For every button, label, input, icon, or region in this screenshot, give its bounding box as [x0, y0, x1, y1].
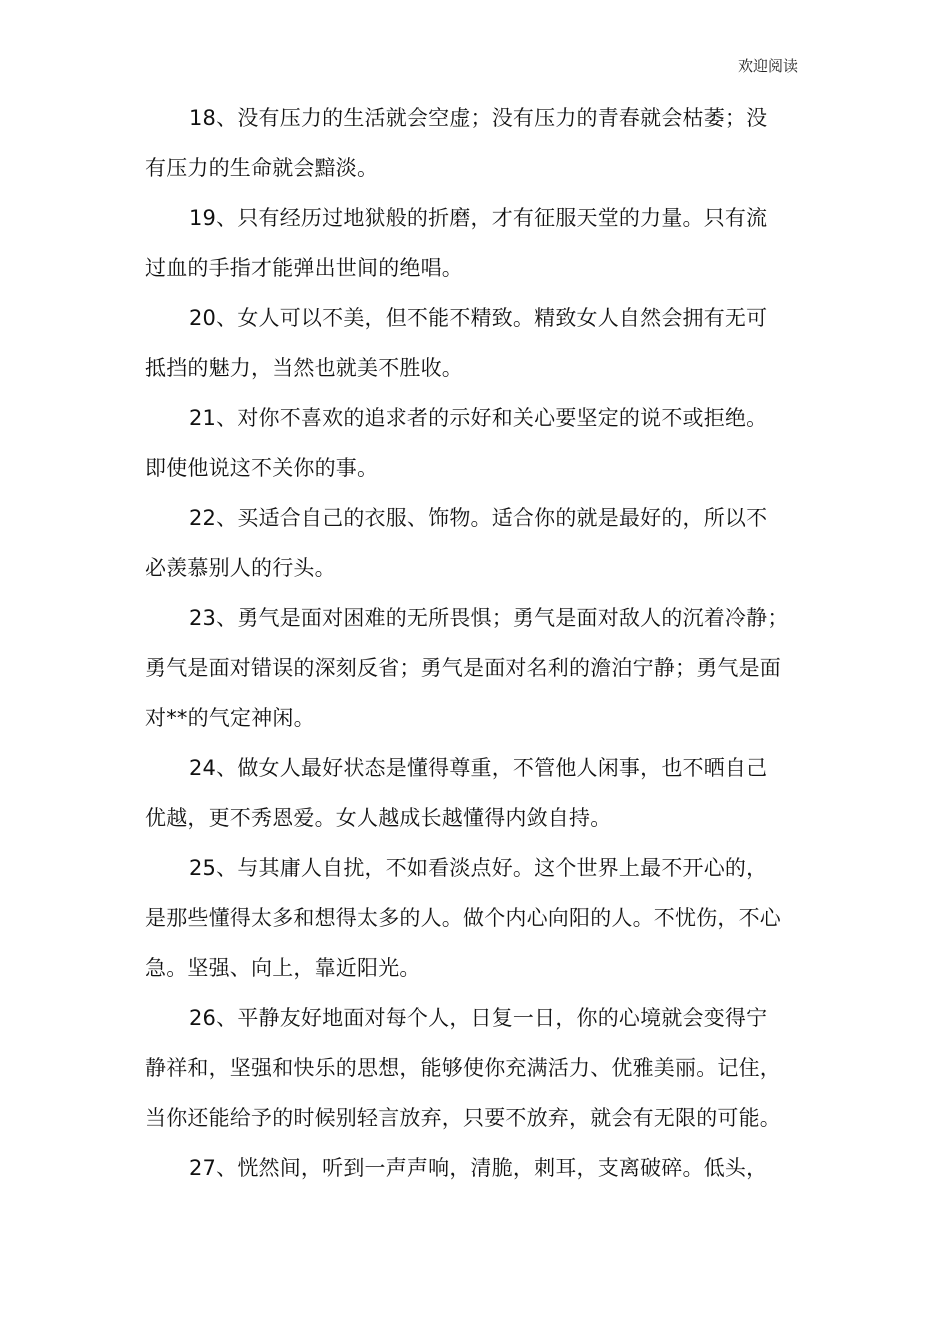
paragraph-line: 26、平静友好地面对每个人，日复一日，你的心境就会变得宁: [189, 1006, 768, 1030]
paragraph-line: 20、女人可以不美，但不能不精致。精致女人自然会拥有无可: [189, 306, 768, 330]
paragraph-23: [145, 593, 805, 743]
paragraph-line: 抵挡的魅力，当然也就美不胜收。: [145, 356, 463, 380]
paragraph-21: [145, 393, 805, 493]
paragraph-line: 有压力的生命就会黯淡。: [145, 156, 379, 180]
paragraph-line: 当你还能给予的时候别轻言放弃，只要不放弃，就会有无限的可能。: [145, 1106, 781, 1130]
paragraph-26: [145, 993, 805, 1143]
paragraph-line: 18、没有压力的生活就会空虚；没有压力的青春就会枯萎；没: [189, 106, 768, 130]
page-header: 欢迎阅读: [737, 57, 798, 75]
paragraph-22: [145, 493, 805, 593]
paragraph-line: 急。坚强、向上，靠近阳光。: [145, 956, 421, 980]
paragraph-19: [145, 193, 805, 293]
paragraph-line: 22、买适合自己的衣服、饰物。适合你的就是最好的，所以不: [189, 506, 768, 530]
paragraph-line: 勇气是面对错误的深刻反省；勇气是面对名利的澹泊宁静；勇气是面: [145, 656, 781, 680]
document-body: [145, 93, 805, 1193]
paragraph-line: 即使他说这不关你的事。: [145, 456, 379, 480]
paragraph-line: 优越，更不秀恩爱。女人越成长越懂得内敛自持。: [145, 806, 612, 830]
paragraph-18: [145, 93, 805, 193]
paragraph-24: [145, 743, 805, 843]
paragraph-27: [145, 1143, 805, 1193]
paragraph-line: 必羡慕别人的行头。: [145, 556, 336, 580]
paragraph-line: 静祥和，坚强和快乐的思想，能够使你充满活力、优雅美丽。记住，: [145, 1056, 781, 1080]
paragraph-line: 过血的手指才能弹出世间的绝唱。: [145, 256, 463, 280]
paragraph-line: 对**的气定神闲。: [145, 706, 315, 730]
paragraph-20: [145, 293, 805, 393]
paragraph-line: 24、做女人最好状态是懂得尊重，不管他人闲事，也不晒自己: [189, 756, 768, 780]
paragraph-line: 19、只有经历过地狱般的折磨，才有征服天堂的力量。只有流: [189, 206, 768, 230]
paragraph-25: [145, 843, 805, 993]
paragraph-line: 21、对你不喜欢的追求者的示好和关心要坚定的说不或拒绝。: [189, 406, 768, 430]
paragraph-line: 25、与其庸人自扰，不如看淡点好。这个世界上最不开心的，: [189, 856, 768, 880]
paragraph-line: 27、恍然间，听到一声声响，清脆，刺耳，支离破碎。低头，: [189, 1156, 768, 1180]
paragraph-line: 23、勇气是面对困难的无所畏惧；勇气是面对敌人的沉着冷静；: [189, 606, 789, 630]
paragraph-line: 是那些懂得太多和想得太多的人。做个内心向阳的人。不忧伤，不心: [145, 906, 781, 930]
